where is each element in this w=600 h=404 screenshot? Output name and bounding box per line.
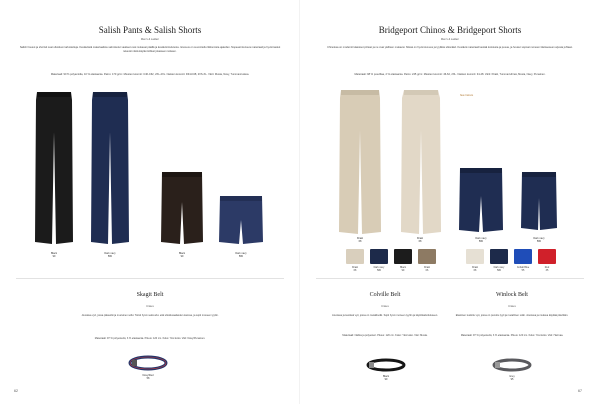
page-subtitle: Men's & Ladies' <box>440 38 460 41</box>
product-label: Dark navy 580 <box>104 252 116 258</box>
color-swatch[interactable] <box>370 249 388 264</box>
color-swatch[interactable] <box>490 249 508 264</box>
product-image-navy-shorts-ladies[interactable] <box>520 172 558 232</box>
product-image-navy-shorts[interactable] <box>218 196 264 246</box>
product-image-navy-shorts-men[interactable] <box>458 168 504 234</box>
belt-material: Materiaali: 97 % polyesteriä, 3 % elastaania. Pituus: 120 cm. Koko: Yksi koko. Väri: Harmaa. <box>460 334 564 337</box>
color-swatch-label: Red 35 <box>544 266 550 272</box>
belt-title: Colville Belt <box>369 292 401 298</box>
product-label: Dark navy 580 <box>235 252 247 258</box>
product-image-brown-shorts[interactable] <box>160 172 204 246</box>
color-swatch-label: Khaki 06 <box>424 266 430 272</box>
product-label: Black 99 <box>178 252 186 258</box>
divider <box>316 278 584 279</box>
product-image-colville-belt[interactable] <box>366 358 406 372</box>
product-image-skagit-belt[interactable] <box>128 355 168 371</box>
page-title: Bridgeport Chinos & Bridgeport Shorts <box>378 25 522 35</box>
belt-subtitle: Unisex <box>508 305 516 308</box>
color-swatch-label: Khaki 68 <box>352 266 358 272</box>
belt-title: Skagit Belt <box>136 292 164 298</box>
belt-material: Materiaali: 97 % polyesteriä, 3 % elastaania. Pituus: 120 cm. Koko: Yksi koko. Väri: Navy/Punainen. <box>94 337 206 340</box>
belt-material: Materiaali: Nahka ja polyesteri. Pituus: 120 cm. Koko: Yksi koko. Väri: Musta. <box>342 334 428 337</box>
color-swatch[interactable] <box>514 249 532 264</box>
color-swatch[interactable] <box>394 249 412 264</box>
page-number: 67 <box>578 389 582 393</box>
color-swatch[interactable] <box>346 249 364 264</box>
belt-description: Elastinen kudottu vyö, jossa on punottu tyyli ja metallinen solki. Joustava ja mukava käyttää päivittäin. <box>455 314 569 317</box>
page-title: Salish Pants & Salish Shorts <box>98 25 202 35</box>
material-info: Materiaali: 98 % puuvillaa, 2 % elastaania. Paino: 245 g/m². Miesten koonnit: 46-62, 2XL. Naisten koonnit: 34-48. Värit: Khaki, Tummanvihreä, Musta, Navy, Punainen. <box>354 73 546 76</box>
product-description: Salish housut ja shortsit ovat ulkoiluun tarkoitettuja. Kestävästä materiaalista valmistetut vaatteet ovat mukavat päällä ja kestävät kulutusta. Istuvuus on suunniteltu liikkumista ajatellen. Nopeasti kuivuva materiaali ja hyvät taskut tekevät niistä käytännölliset jokaiseen retkeen. <box>19 46 281 53</box>
product-label: Navy/Red 58 <box>142 374 154 380</box>
color-swatch-label: Cobalt Blue 55 <box>516 266 530 272</box>
new-colours-badge: New Colours <box>460 95 474 97</box>
belt-subtitle: Unisex <box>381 305 389 308</box>
product-label: Black 99 <box>382 375 390 381</box>
belt-title: Winlock Belt <box>496 292 528 298</box>
product-label: Khaki 68 <box>356 237 364 243</box>
product-label: Khaki 68 <box>416 237 424 243</box>
page-number: 62 <box>14 389 18 393</box>
color-swatch[interactable] <box>466 249 484 264</box>
product-label: Black 99 <box>50 252 58 258</box>
product-image-black-pants[interactable] <box>34 92 74 247</box>
material-info: Materiaali: 90 % polyamidia, 10 % elastaania. Paino: 170 g/m². Miesten koonnit: C46-C62, 2XL-4XL. Naisten koonnit: D34-D48, 2XS-XL. Värit: Musta, Navy, Tummanruskea. <box>50 73 250 76</box>
color-swatch-label: Dark navy 580 <box>493 266 505 272</box>
color-swatch-label: Black 99 <box>400 266 406 272</box>
color-swatch[interactable] <box>538 249 556 264</box>
color-swatch[interactable] <box>418 249 436 264</box>
product-image-navy-pants[interactable] <box>90 92 130 247</box>
product-description: Chinoissa on modernit klassiset piirteet ja ne ovat ylellisen mukavat. Niissä on hyvä istuvuus ja tyylikäs ulkonäkö. Kestävä materiaali kestää kulutusta ja pesua, ja housut sopivat moneen tilanteeseen arjesta juhlaan. <box>327 46 573 49</box>
belt-description: Joustava vyö, jossa pikasolki ja muovinen solki. Toimii hyvin sekä arki- että ulkoiluvaatteiden kanssa, ja sopii moneen tyyliin. <box>81 314 219 317</box>
product-image-khaki-chinos-ladies[interactable] <box>400 90 442 236</box>
product-label: Dark navy 580 <box>475 237 487 243</box>
color-swatch-label: Dark navy 580 <box>373 266 385 272</box>
page-subtitle: Men's & Ladies' <box>140 38 160 41</box>
divider <box>16 278 284 279</box>
product-label: Dark navy 580 <box>533 237 545 243</box>
product-image-winlock-belt[interactable] <box>492 358 532 372</box>
color-swatch-label: Khaki 68 <box>472 266 478 272</box>
belt-subtitle: Unisex <box>146 305 154 308</box>
belt-description: Joustava ja kestävä vyö, jossa on metallisolki. Sopii hyvin moneen tyyliin ja käyttötarkoitukseen. <box>332 314 438 317</box>
product-image-khaki-chinos-men[interactable] <box>338 90 382 236</box>
product-label: Grey 95 <box>509 375 515 381</box>
